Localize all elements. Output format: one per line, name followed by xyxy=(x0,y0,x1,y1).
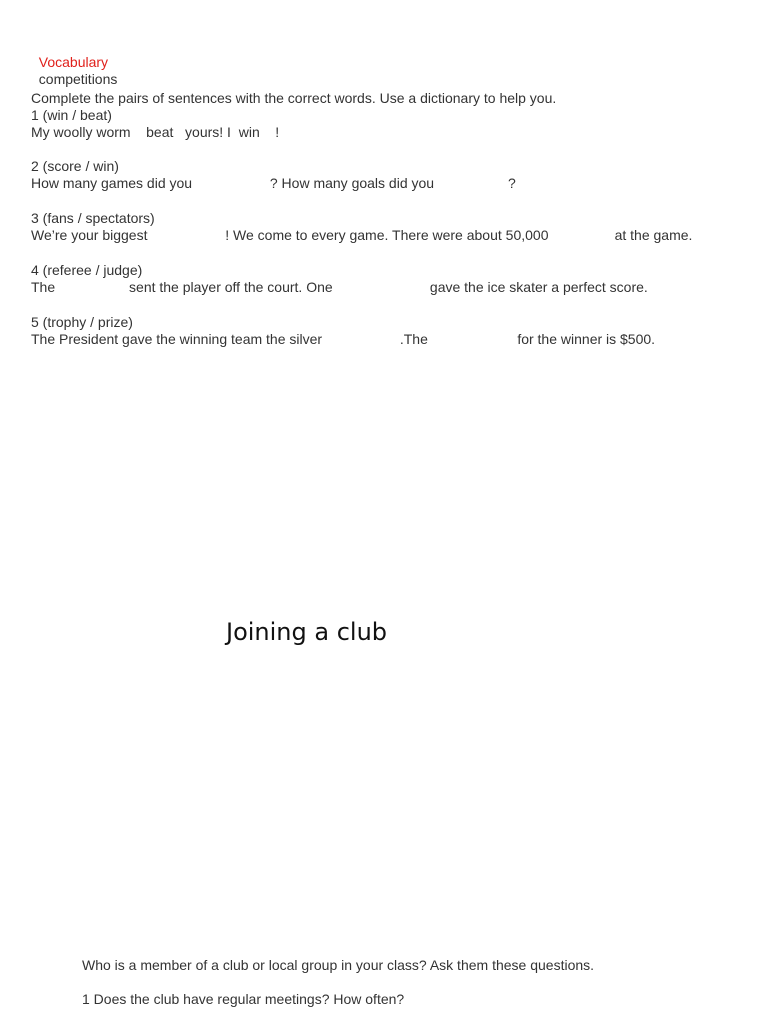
item-4-sentence: The sent the player off the court. One gave the ice skater a perfect score. xyxy=(31,279,648,295)
page-title: Joining a club xyxy=(226,618,388,646)
club-question-1: 1 Does the club have regular meetings? How often? xyxy=(82,991,405,1007)
item-3-sentence: We’re your biggest ! We come to every game. There were about 50,000 at the game. xyxy=(31,227,693,243)
item-2-label: 2 (score / win) xyxy=(31,158,119,174)
item-2-sentence: How many games did you ? How many goals did you ? xyxy=(31,175,516,191)
item-5-sentence: The President gave the winning team the silver .The for the winner is $500. xyxy=(31,331,656,347)
item-3-label: 3 (fans / spectators) xyxy=(31,210,155,226)
vocabulary-heading xyxy=(31,37,117,88)
item-1-label: 1 (win / beat) xyxy=(31,107,112,123)
item-5-label: 5 (trophy / prize) xyxy=(31,314,133,330)
vocabulary-heading-rest: competitions xyxy=(38,71,118,87)
item-1-sentence: My woolly worm beat yours! I win ! xyxy=(31,124,280,140)
vocabulary-heading-red: Vocabulary xyxy=(38,54,109,70)
club-intro-text: Who is a member of a club or local group in your class? Ask them these questions. xyxy=(82,957,595,973)
item-4-label: 4 (referee / judge) xyxy=(31,262,143,278)
instruction-text: Complete the pairs of sentences with the correct words. Use a dictionary to help you. xyxy=(31,90,557,106)
